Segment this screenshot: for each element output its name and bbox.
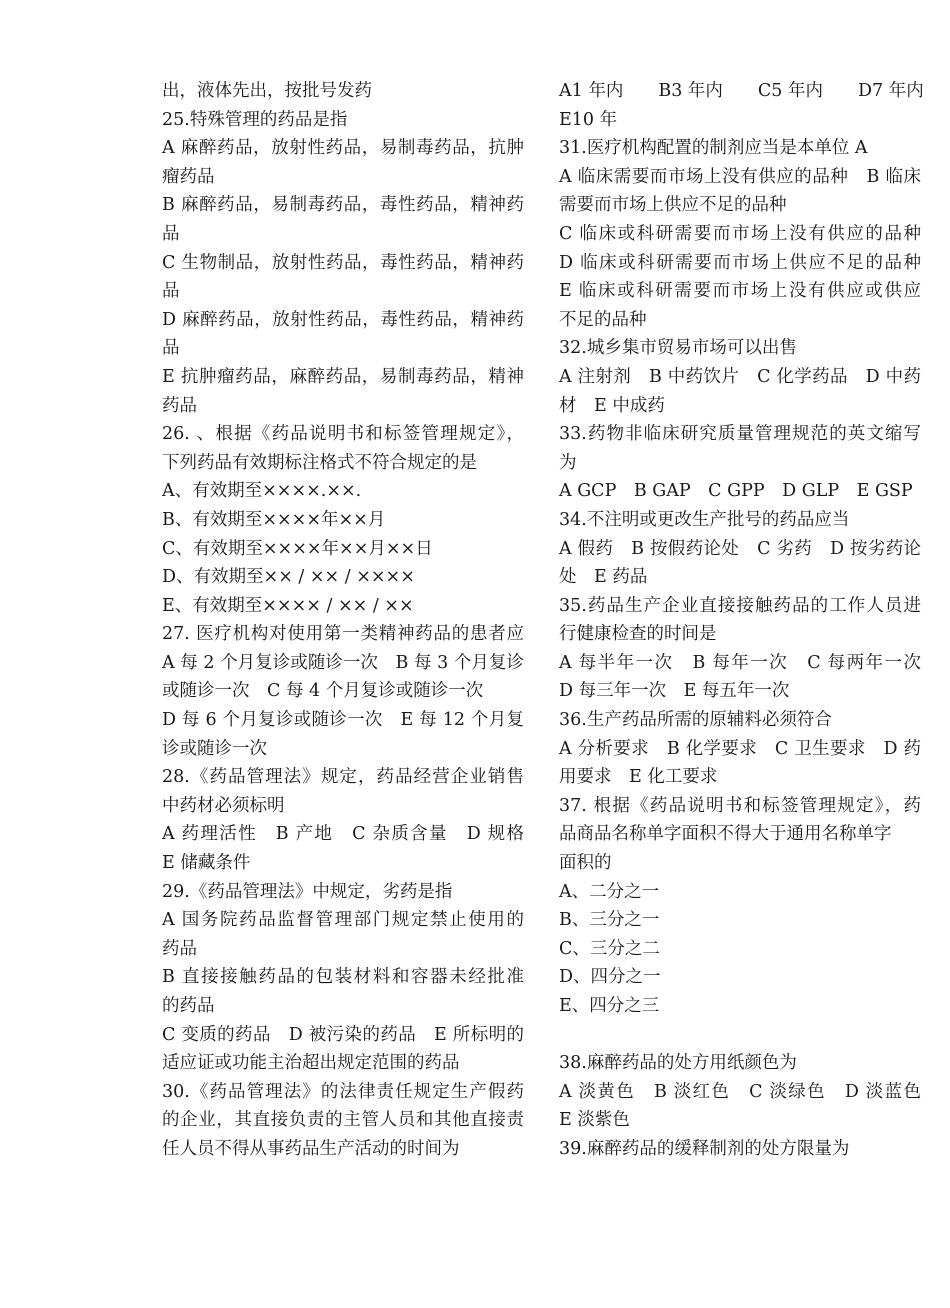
- left-text-line: B 直接接触药品的包装材料和容器未经批准: [162, 967, 524, 988]
- right-text-line: 38.麻醉药品的处方用纸颜色为: [559, 1053, 797, 1074]
- right-text-line: E10 年: [559, 109, 618, 130]
- right-text-line: 33.药物非临床研究质量管理规范的英文缩写: [559, 424, 921, 445]
- left-text-line: C 生物制品，放射性药品，毒性药品，精神药: [162, 252, 524, 273]
- right-text-line: 需要而市场上供应不足的品种: [559, 195, 787, 216]
- right-text-line: A 注射剂 B 中药饮片 C 化学药品 D 中药: [559, 366, 921, 387]
- left-text-line: 适应证或功能主治超出规定范围的药品: [162, 1053, 460, 1074]
- right-text-line: E、四分之三: [559, 996, 660, 1016]
- right-text-line: 为: [559, 452, 577, 473]
- right-text-line: E 临床或科研需要而市场上没有供应或供应: [559, 281, 921, 302]
- right-text-line: 处 E 药品: [559, 567, 648, 588]
- right-text-line: 39.麻醉药品的缓释制剂的处方限量为: [559, 1138, 850, 1159]
- left-text-line: 的药品: [162, 996, 215, 1016]
- right-text-line: A 每半年一次 B 每年一次 C 每两年一次: [559, 652, 921, 673]
- right-text-line: 31.医疗机构配置的制剂应当是本单位 A: [559, 138, 868, 159]
- left-text-line: 品: [162, 281, 180, 302]
- left-text-line: D、有效期至×× / ×× / ××××: [162, 567, 415, 588]
- left-text-line: E 抗肿瘤药品，麻醉药品，易制毒药品，精神: [162, 366, 524, 387]
- left-text-line: 任人员不得从事药品生产活动的时间为: [162, 1138, 460, 1159]
- right-text-line: 面积的: [559, 853, 612, 874]
- left-text-line: 品: [162, 338, 180, 359]
- left-text-line: 下列药品有效期标注格式不符合规定的是: [162, 452, 477, 473]
- left-text-line: C 变质的药品 D 被污染的药品 E 所标明的: [162, 1024, 524, 1045]
- right-text-line: A 淡黄色 B 淡红色 C 淡绿色 D 淡蓝色: [559, 1081, 921, 1102]
- right-text-line: 品商品名称单字面积不得大于通用名称单字: [559, 824, 892, 845]
- left-text-line: A 麻醉药品，放射性药品，易制毒药品，抗肿: [162, 138, 524, 159]
- right-text-line: 34.不注明或更改生产批号的药品应当: [559, 509, 850, 530]
- left-text-line: 诊或随诊一次: [162, 738, 267, 759]
- right-text-line: E 淡紫色: [559, 1110, 630, 1131]
- left-text-line: 的企业，其直接负责的主管人员和其他直接责: [162, 1110, 524, 1131]
- left-text-line: 出，液体先出，按批号发药: [162, 81, 372, 101]
- left-text-line: E、有效期至×××× / ×× / ××: [162, 595, 414, 616]
- right-text-line: A GCP B GAP C GPP D GLP E GSP: [559, 481, 913, 502]
- right-text-line: 32.城乡集市贸易市场可以出售: [559, 338, 797, 359]
- right-text-column: [559, 77, 924, 1164]
- right-text-line: C 临床或科研需要而市场上没有供应的品种: [559, 223, 921, 244]
- left-text-line: A 药理活性 B 产地 C 杂质含量 D 规格: [162, 824, 524, 845]
- left-text-line: D 麻醉药品，放射性药品，毒性药品，精神药: [162, 309, 524, 330]
- right-text-line: [559, 1021, 921, 1050]
- right-text-line: D 临床或科研需要而市场上供应不足的品种: [559, 252, 921, 273]
- left-text-line: 25.特殊管理的药品是指: [162, 109, 348, 130]
- right-text-line: A1 年内 B3 年内 C5 年内 D7 年内: [559, 81, 924, 101]
- left-text-line: 26. 、根据《药品说明书和标签管理规定》，: [162, 424, 524, 445]
- left-text-line: 30.《药品管理法》的法律责任规定生产假药: [162, 1081, 524, 1102]
- left-text-line: 药品: [162, 938, 197, 959]
- right-text-line: A、二分之一: [559, 881, 660, 902]
- left-text-line: 29.《药品管理法》中规定，劣药是指: [162, 881, 453, 902]
- left-text-line: A 国务院药品监督管理部门规定禁止使用的: [162, 910, 524, 931]
- right-text-line: A 分析要求 B 化学要求 C 卫生要求 D 药: [559, 738, 921, 759]
- left-text-line: A、有效期至××××.××.: [162, 481, 362, 502]
- right-text-line: A 假药 B 按假药论处 C 劣药 D 按劣药论: [559, 538, 921, 559]
- right-text-line: 不足的品种: [559, 309, 647, 330]
- left-text-line: 瘤药品: [162, 166, 215, 187]
- left-text-line: A 每 2 个月复诊或随诊一次 B 每 3 个月复诊: [162, 652, 524, 673]
- left-text-line: E 储藏条件: [162, 853, 251, 874]
- right-text-line: D、四分之一: [559, 967, 661, 988]
- right-text-line: A 临床需要而市场上没有供应的品种 B 临床: [559, 166, 921, 187]
- left-text-column: [162, 77, 524, 1164]
- left-text-line: B 麻醉药品，易制毒药品，毒性药品，精神药: [162, 195, 524, 216]
- left-text-line: B、有效期至××××年××月: [162, 509, 386, 530]
- left-text-line: D 每 6 个月复诊或随诊一次 E 每 12 个月复: [162, 710, 524, 731]
- right-text-line: B、三分之一: [559, 910, 660, 931]
- right-text-line: C、三分之二: [559, 938, 660, 959]
- left-text-line: C、有效期至××××年××月××日: [162, 538, 433, 559]
- right-text-line: 36.生产药品所需的原辅料必须符合: [559, 710, 832, 731]
- right-text-line: 行健康检查的时间是: [559, 624, 717, 645]
- right-text-line: 用要求 E 化工要求: [559, 767, 718, 788]
- left-text-line: 或随诊一次 C 每 4 个月复诊或随诊一次: [162, 681, 484, 702]
- left-text-line: 27. 医疗机构对使用第一类精神药品的患者应: [162, 624, 524, 645]
- right-text-line: 材 E 中成药: [559, 395, 665, 416]
- left-text-line: 中药材必须标明: [162, 795, 285, 816]
- right-text-line: 37. 根据《药品说明书和标签管理规定》，药: [559, 795, 921, 816]
- left-text-line: 28.《药品管理法》规定，药品经营企业销售: [162, 767, 524, 788]
- left-text-line: 品: [162, 223, 180, 244]
- right-text-line: 35.药品生产企业直接接触药品的工作人员进: [559, 595, 921, 616]
- left-text-line: 药品: [162, 395, 197, 416]
- right-text-line: D 每三年一次 E 每五年一次: [559, 681, 790, 702]
